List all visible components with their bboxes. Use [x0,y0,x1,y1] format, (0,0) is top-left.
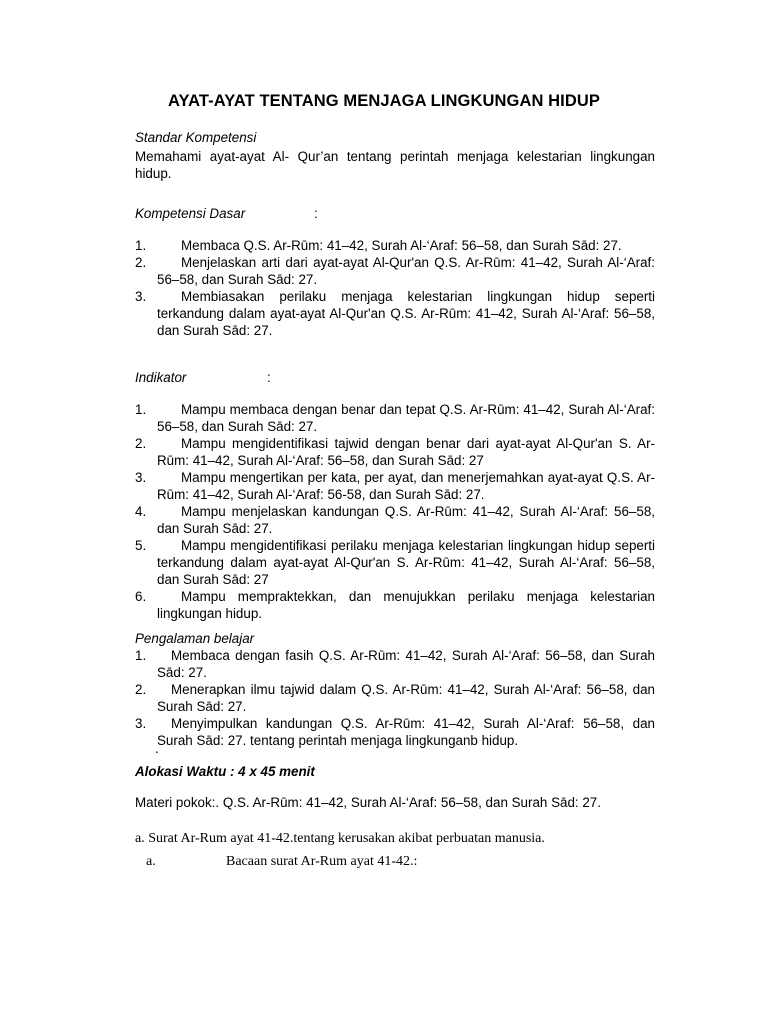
list-item: 3. Mampu mengertikan per kata, per ayat, dan menerjemahkan ayat-ayat Q.S. Ar-Rūm: 41–42, Surah Al-‘Araf: 56-58, dan Surah Sād: 27. [135,470,655,502]
indikator-label: Indikator [135,370,187,385]
standar-kompetensi-text: Memahami ayat-ayat Al- Qur’an tentang perintah menjaga kelestarian lingkungan hidup. [135,149,655,181]
standar-kompetensi-label: Standar Kompetensi [135,130,257,145]
sub-heading-letter: a. [146,854,156,869]
list-item: 4. Mampu menjelaskan kandungan Q.S. Ar-Rūm: 41–42, Surah Al-‘Araf: 56–58, dan Surah Sād: 27. [135,504,655,536]
list-item: 1. Membaca dengan fasih Q.S. Ar-Rūm: 41–42, Surah Al-‘Araf: 56–58, dan Surah Sād: 27. [135,648,655,680]
list-item: 2. Mampu mengidentifikasi tajwid dengan benar dari ayat-ayat Al-Qur'an S. Ar-Rūm: 41–42, Surah Al-‘Araf: 56–58, dan Surah Sād: 27 [135,436,655,468]
pengalaman-belajar-list [135,647,655,749]
list-item: 5. Mampu mengidentifikasi perilaku menjaga kelestarian lingkungan hidup seperti terkandung dalam ayat-ayat Al-Qur'an S. Ar-Rūm: 41–42, Surah Al-‘Araf: 56–58, dan Surah Sād: 27 [135,538,655,587]
kompetensi-dasar-colon: : [314,206,318,221]
sub-heading-text: Bacaan surat Ar-Rum ayat 41-42.: [226,854,418,869]
kompetensi-dasar-list [135,237,655,339]
list-item: 2. Menjelaskan arti dari ayat-ayat Al-Qur'an Q.S. Ar-Rūm: 41–42, Surah Al-‘Araf: 56–58, dan Surah Sād: 27. [135,255,655,287]
indikator-list [135,401,655,622]
materi-pokok: Materi pokok:. Q.S. Ar-Rūm: 41–42, Surah Al-‘Araf: 56–58, dan Surah Sād: 27. [135,795,601,810]
list-item: 1. Membaca Q.S. Ar-Rūm: 41–42, Surah Al-‘Araf: 56–58, dan Surah Sād: 27. [135,238,622,253]
list-item: 3. Menyimpulkan kandungan Q.S. Ar-Rūm: 41–42, Surah Al-‘Araf: 56–58, dan Surah Sād: 27. tentang perintah menjaga lingkunganb hidup. [135,716,655,748]
kompetensi-dasar-label: Kompetensi Dasar [135,206,246,221]
alokasi-waktu: Alokasi Waktu : 4 x 45 menit [135,764,315,779]
pengalaman-belajar-label: Pengalaman belajar [135,631,255,646]
list-item: 1. Mampu membaca dengan benar dan tepat Q.S. Ar-Rūm: 41–42, Surah Al-‘Araf: 56–58, dan Surah Sād: 27. [135,402,655,434]
document-title: AYAT-AYAT TENTANG MENJAGA LINGKUNGAN HIDUP [167,92,601,110]
sub-heading-bacaan [146,853,418,870]
list-item: 2. Menerapkan ilmu tajwid dalam Q.S. Ar-Rūm: 41–42, Surah Al-‘Araf: 56–58, dan Surah Sād: 27. [135,682,655,714]
stray-dot: . [155,741,159,756]
list-item: 6. Mampu mempraktekkan, dan menujukkan perilaku menjaga kelestarian lingkungan hidup. [135,589,655,621]
indikator-colon: : [267,370,271,385]
sub-heading-a: a. Surat Ar-Rum ayat 41-42.tentang kerusakan akibat perbuatan manusia. [135,831,545,846]
list-item: 3. Membiasakan perilaku menjaga kelestarian lingkungan hidup seperti terkandung dalam ayat-ayat Al-Qur'an Q.S. Ar-Rūm: 41–42, Surah Al-‘Araf: 56–58, dan Surah Sād: 27. [135,289,655,338]
